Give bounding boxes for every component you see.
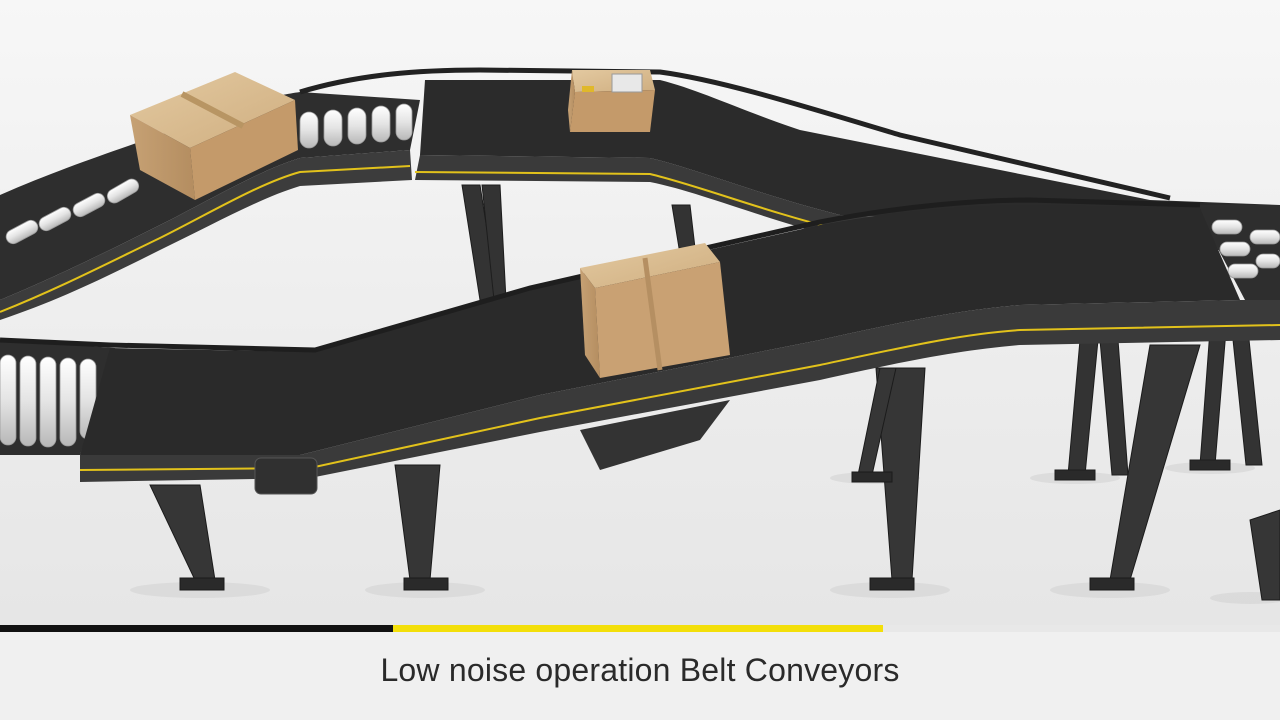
- progress-bar[interactable]: [0, 625, 1280, 632]
- caption-bar: [0, 632, 1280, 720]
- progress-buffered: [393, 625, 883, 632]
- caption-text: Low noise operation Belt Conveyors: [380, 651, 900, 688]
- progress-played: [0, 625, 393, 632]
- cardboard-box-top: [568, 70, 655, 132]
